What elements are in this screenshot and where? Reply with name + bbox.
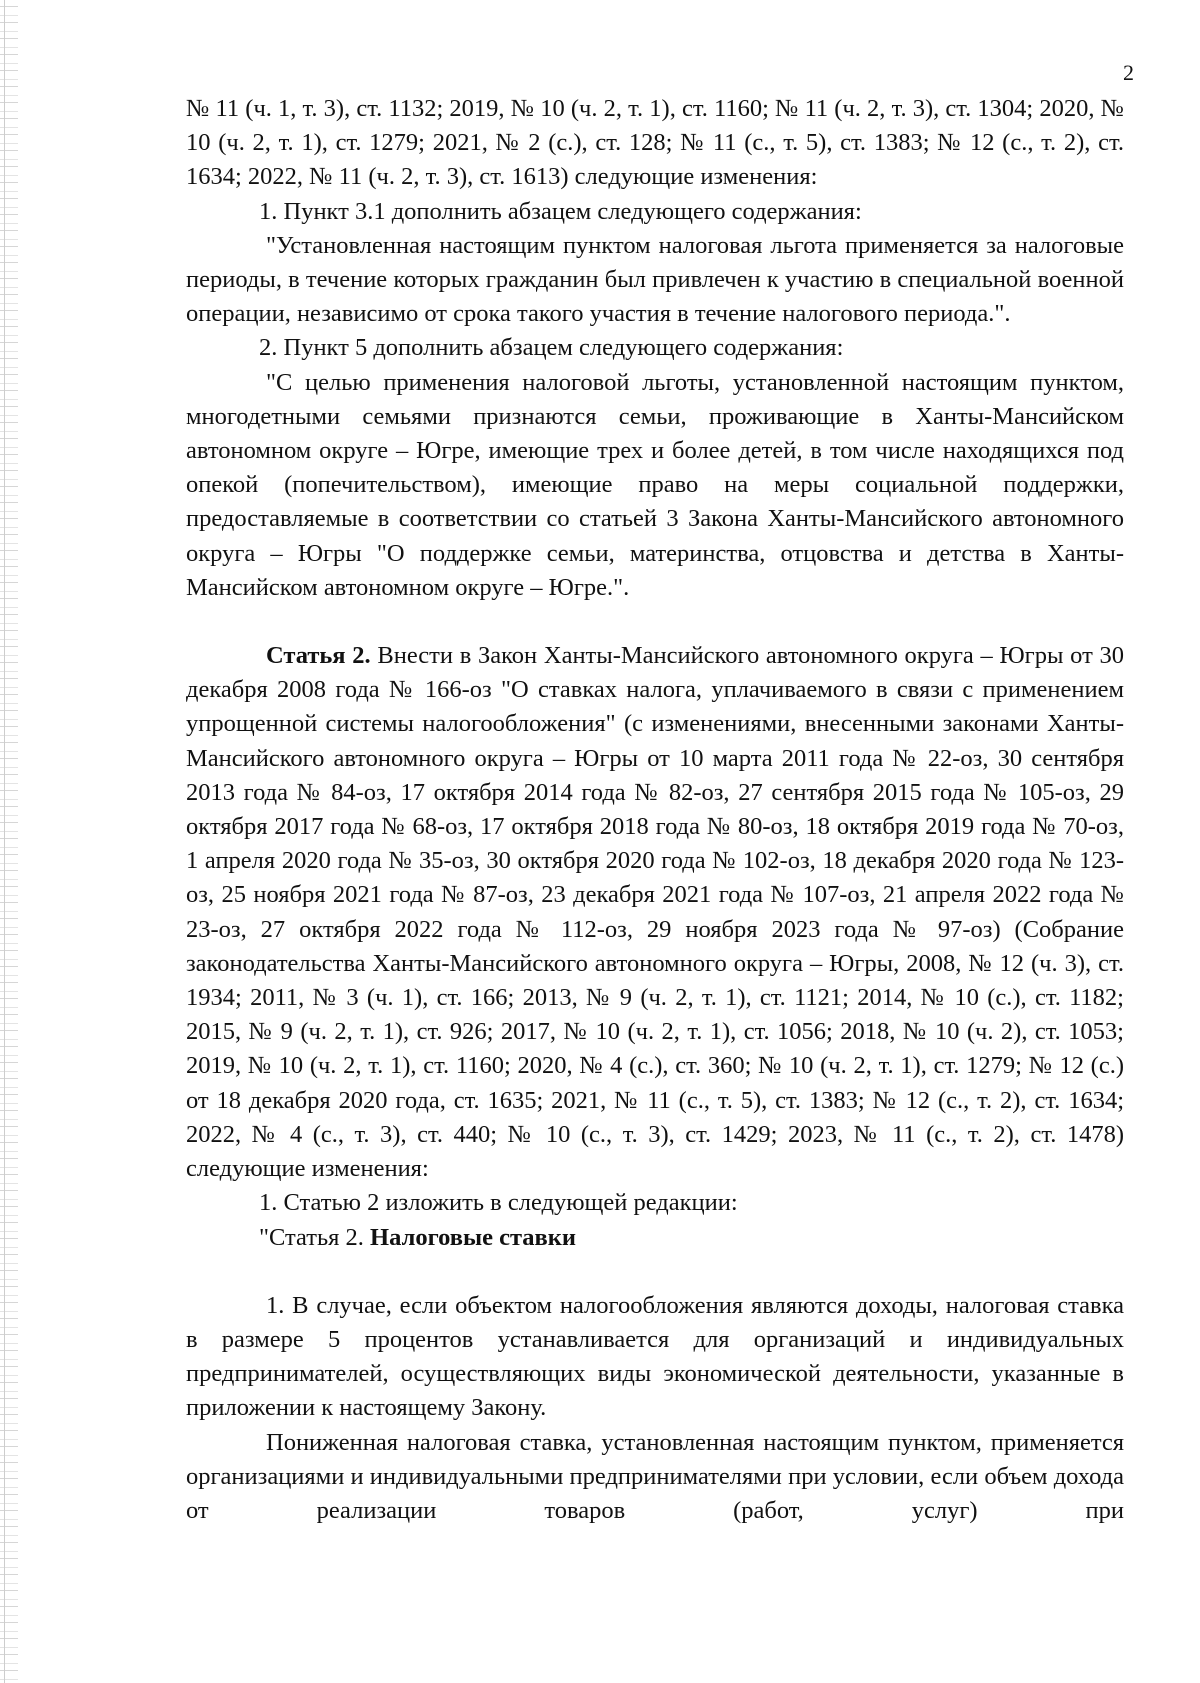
article2-text: Внести в Закон Ханты-Мансийского автономного округа – Югры от 30 декабря 2008 года № 166-оз "О ставках налога, уплачиваемого в связи с применением упрощенной системы налогообложения" (с изменениями, внесенными законами Ханты-Мансийского автономного округа – Югры от 10 марта 2011 года № 22-оз, 30 сентября 2013 года № 84-оз, 17 октября 2014 года № 82-оз, 27 сентября 2015 года № 105-оз, 29 октября 2017 года № 68-оз, 17 октября 2018 года № 80-оз, 18 октября 2019 года № 70-оз, 1 апреля 2020 года № 35-оз, 30 октября 2020 года № 102-оз, 18 декабря 2020 года № 123-оз, 25 ноября 2021 года № 87-оз, 23 декабря 2021 года № 107-оз, 21 апреля 2022 года № 23-оз, 27 октября 2022 года № 112-оз, 29 ноября 2023 года № 97-оз) (Собрание законодательства Ханты-Мансийского автономного округа – Югры, 2008, № 12 (ч. 3), ст. 1934; 2011, № 3 (ч. 1), ст. 166; 2013, № 9 (ч. 2, т. 1), ст. 1121; 2014, № 10 (с.), ст. 1182; 2015, № 9 (ч. 2, т. 1), ст. 926; 2017, № 10 (ч. 2, т. 1), ст. 1056; 2018, № 10 (ч. 2), ст. 1053; 2019, № 10 (ч. 2, т. 1), ст. 1160; 2020, № 4 (с.), ст. 360; № 10 (ч. 2, т. 1), ст. 1279; № 12 (с.) от 18 декабря 2020 года, ст. 1635; 2021, № 11 (с., т. 5), ст. 1383; № 12 (с., т. 2), ст. 1634; 2022, № 4 (с., т. 3), ст. 440; № 10 (с., т. 3), ст. 1429; 2023, № 11 (с., т. 2), ст. 1478) следующие изменения: xyxy=(186,642,1124,1183)
new-article-prefix: "Статья 2. xyxy=(259,1223,364,1251)
item2-paragraph: 2. Пункт 5 дополнить абзацем следующего содержания: xyxy=(259,334,844,362)
point1-paragraph: 1. В случае, если объектом налогообложения являются доходы, налоговая ставка в размере 5 процентов устанавливается для организаций и индивидуальных предпринимателей, осуществляющих виды экономической деятельности, указанные в приложении к настоящему Закону. xyxy=(186,1291,1124,1422)
continuation-paragraph: № 11 (ч. 1, т. 3), ст. 1132; 2019, № 10 (ч. 2, т. 1), ст. 1160; № 11 (ч. 2, т. 3), ст. 1304; 2020, № 10 (ч. 2, т. 1), ст. 1279; 2021, № 2 (с.), ст. 128; № 11 (с., т. 5), ст. 1383; № 12 (с., т. 2), ст. 1634; 2022, № 11 (ч. 2, т. 3), ст. 1613) следующие изменения: xyxy=(186,95,1124,191)
new-article-heading xyxy=(186,1221,1124,1255)
item2-quote: "С целью применения налоговой льготы, установленной настоящим пунктом, многодетными семьями признаются семьи, проживающие в Ханты-Мансийском автономном округе – Югре, имеющие трех и более детей, в том числе находящихся под опекой (попечительством), имеющие право на меры социальной поддержки, предоставляемые в соответствии со статьей 3 Закона Ханты-Мансийского автономного округа – Югры "О поддержке семьи, материнства, отцовства и детства в Ханты-Мансийском автономном округе – Югре.". xyxy=(186,368,1124,601)
article2-heading: Статья 2. xyxy=(266,642,371,670)
point1-continued-paragraph: Пониженная налоговая ставка, установленная настоящим пунктом, применяется организациями и индивидуальными предпринимателями при условии, если объем дохода от реализации товаров (работ, услуг) при xyxy=(186,1428,1124,1524)
item1-paragraph: 1. Пункт 3.1 дополнить абзацем следующего содержания: xyxy=(259,197,862,225)
page-number: 2 xyxy=(1123,60,1134,85)
scan-edge xyxy=(0,0,18,1683)
item1-quote: "Установленная настоящим пунктом налоговая льгота применяется за налоговые периоды, в течение которых гражданин был привлечен к участию в специальной военной операции, независимо от срока такого участия в течение налогового периода.". xyxy=(186,231,1124,328)
spacer xyxy=(186,1255,1124,1289)
document-body xyxy=(186,92,1124,1528)
article2-item1: 1. Статью 2 изложить в следующей редакции: xyxy=(259,1189,738,1217)
spacer xyxy=(186,605,1124,639)
article2-paragraph xyxy=(186,639,1124,1186)
new-article-title: Налоговые ставки xyxy=(370,1223,576,1251)
